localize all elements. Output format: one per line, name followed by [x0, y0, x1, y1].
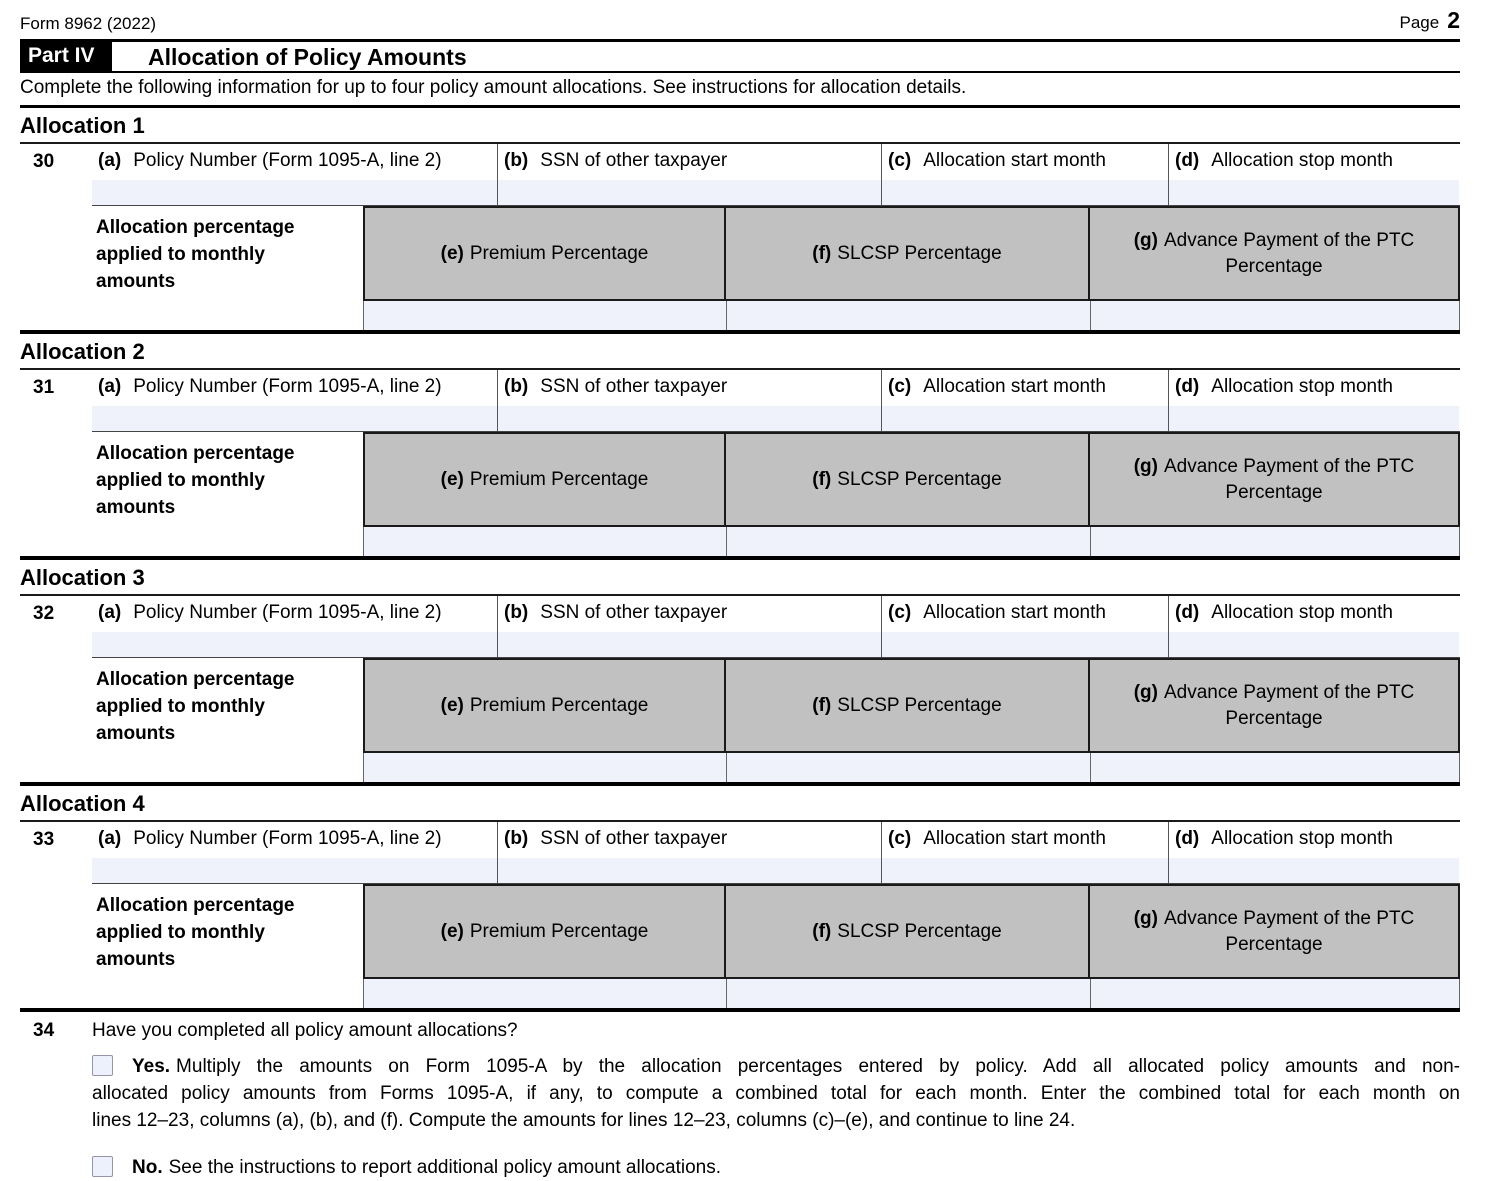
column-c-header: (c) Allocation start month — [888, 828, 1106, 849]
line33-premium-percentage-input[interactable] — [363, 979, 726, 1008]
column-d — [1168, 596, 1459, 657]
column-e-header: (e) Premium Percentage — [363, 432, 726, 527]
column-e — [363, 432, 726, 556]
column-c — [881, 370, 1168, 431]
line30-slcsp-percentage-input[interactable] — [726, 301, 1090, 330]
column-g — [1090, 206, 1460, 330]
column-g — [1090, 432, 1460, 556]
column-a — [92, 144, 497, 205]
allocation-2-title: Allocation 2 — [20, 334, 1460, 370]
line33-aptc-percentage-input[interactable] — [1090, 979, 1460, 1008]
allocation-4-abcd-row — [20, 822, 1460, 884]
allocation-1-section — [20, 108, 1460, 334]
allocation-3-percentage-row — [20, 658, 1460, 782]
line31-ssn-input[interactable] — [498, 406, 881, 431]
line32-premium-percentage-input[interactable] — [363, 753, 726, 782]
yes-text-line-2: allocated policy amounts from Forms 1095-A, if any, to compute a combined total for each month. Enter the combined total for each month on — [92, 1083, 1460, 1104]
line-34-section — [20, 1012, 1460, 1181]
column-g-header: (g) Advance Payment of the PTC Percentage — [1090, 884, 1460, 979]
line-33-number: 33 — [33, 829, 55, 850]
allocation-3-title: Allocation 3 — [20, 560, 1460, 596]
column-b — [497, 144, 881, 205]
column-a-header: (a) Policy Number (Form 1095-A, line 2) — [98, 828, 442, 849]
column-e-header: (e) Premium Percentage — [363, 206, 726, 301]
yes-text-line-3: lines 12–23, columns (a), (b), and (f). Compute the amounts for lines 12–23, columns (c)–(e), and continue to line 24. — [92, 1110, 1076, 1131]
line-34-yes-option — [92, 1053, 1460, 1134]
allocation-4-percentage-row — [20, 884, 1460, 1008]
allocation-3-section — [20, 560, 1460, 786]
column-c-header: (c) Allocation start month — [888, 150, 1106, 171]
line33-start-month-input[interactable] — [882, 858, 1168, 883]
line30-ssn-input[interactable] — [498, 180, 881, 205]
column-a-header: (a) Policy Number (Form 1095-A, line 2) — [98, 602, 442, 623]
line32-stop-month-input[interactable] — [1169, 632, 1459, 657]
line31-policy-number-input[interactable] — [92, 406, 497, 431]
line30-aptc-percentage-input[interactable] — [1090, 301, 1460, 330]
line31-premium-percentage-input[interactable] — [363, 527, 726, 556]
page-header — [20, 0, 1460, 42]
column-g-header: (g) Advance Payment of the PTC Percentage — [1090, 432, 1460, 527]
column-a — [92, 822, 497, 883]
column-f-header: (f) SLCSP Percentage — [726, 884, 1090, 979]
column-b-header: (b) SSN of other taxpayer — [504, 150, 728, 171]
yes-text-line-1: Yes. Multiply the amounts on Form 1095-A by the allocation percentages entered by policy. Add all allocated policy amounts and non- — [132, 1056, 1460, 1077]
form-8962-page-2 — [20, 0, 1460, 1181]
allocation-3-abcd-row — [20, 596, 1460, 658]
allocation-2-percentage-row — [20, 432, 1460, 556]
column-c-header: (c) Allocation start month — [888, 376, 1106, 397]
line-31-number: 31 — [33, 377, 55, 398]
column-b-header: (b) SSN of other taxpayer — [504, 828, 728, 849]
column-g — [1090, 658, 1460, 782]
column-d-header: (d) Allocation stop month — [1175, 376, 1393, 397]
allocation-2-abcd-row — [20, 370, 1460, 432]
column-d — [1168, 144, 1459, 205]
column-d-header: (d) Allocation stop month — [1175, 602, 1393, 623]
column-b-header: (b) SSN of other taxpayer — [504, 602, 728, 623]
line-34-question: Have you completed all policy amount allocations? — [92, 1020, 518, 1041]
allocation-1-abcd-row — [20, 144, 1460, 206]
percentage-row-label: Allocation percentage applied to monthly amounts — [96, 669, 295, 744]
column-d-header: (d) Allocation stop month — [1175, 828, 1393, 849]
no-label: No. — [132, 1157, 163, 1178]
column-g-header: (g) Advance Payment of the PTC Percentage — [1090, 206, 1460, 301]
column-a-header: (a) Policy Number (Form 1095-A, line 2) — [98, 150, 442, 171]
column-f — [726, 432, 1090, 556]
line32-aptc-percentage-input[interactable] — [1090, 753, 1460, 782]
column-d-header: (d) Allocation stop month — [1175, 150, 1393, 171]
column-e-header: (e) Premium Percentage — [363, 658, 726, 753]
column-f-header: (f) SLCSP Percentage — [726, 658, 1090, 753]
line31-start-month-input[interactable] — [882, 406, 1168, 431]
column-e — [363, 884, 726, 1008]
allocation-4-title: Allocation 4 — [20, 786, 1460, 822]
column-e-header: (e) Premium Percentage — [363, 884, 726, 979]
column-f — [726, 206, 1090, 330]
column-b — [497, 370, 881, 431]
allocation-1-title: Allocation 1 — [20, 108, 1460, 144]
part-iv-title: Allocation of Policy Amounts — [148, 44, 467, 70]
no-text-line: No. See the instructions to report additional policy amount allocations. — [132, 1157, 721, 1178]
page-number: 2 — [1447, 7, 1460, 33]
column-f — [726, 658, 1090, 782]
yes-checkbox[interactable] — [92, 1055, 113, 1076]
line30-premium-percentage-input[interactable] — [363, 301, 726, 330]
line-34-no-option — [92, 1154, 1460, 1181]
column-c — [881, 822, 1168, 883]
line31-stop-month-input[interactable] — [1169, 406, 1459, 431]
line31-slcsp-percentage-input[interactable] — [726, 527, 1090, 556]
column-a-header: (a) Policy Number (Form 1095-A, line 2) — [98, 376, 442, 397]
yes-label: Yes. — [132, 1056, 171, 1077]
column-b-header: (b) SSN of other taxpayer — [504, 376, 728, 397]
column-f — [726, 884, 1090, 1008]
no-checkbox[interactable] — [92, 1156, 113, 1177]
line-32-number: 32 — [33, 603, 55, 624]
allocation-1-percentage-row — [20, 206, 1460, 330]
line-34-number: 34 — [33, 1020, 55, 1041]
line32-slcsp-percentage-input[interactable] — [726, 753, 1090, 782]
column-e — [363, 658, 726, 782]
line32-policy-number-input[interactable] — [92, 632, 497, 657]
line30-start-month-input[interactable] — [882, 180, 1168, 205]
percentage-row-label: Allocation percentage applied to monthly amounts — [96, 217, 295, 292]
column-a — [92, 370, 497, 431]
column-d — [1168, 370, 1459, 431]
line33-ssn-input[interactable] — [498, 858, 881, 883]
line32-ssn-input[interactable] — [498, 632, 881, 657]
column-f-header: (f) SLCSP Percentage — [726, 432, 1090, 527]
line30-policy-number-input[interactable] — [92, 180, 497, 205]
column-f-header: (f) SLCSP Percentage — [726, 206, 1090, 301]
column-c-header: (c) Allocation start month — [888, 602, 1106, 623]
column-a — [92, 596, 497, 657]
percentage-row-label: Allocation percentage applied to monthly amounts — [96, 443, 295, 518]
part-iv-header — [20, 42, 1460, 73]
column-b — [497, 822, 881, 883]
form-id: Form 8962 (2022) — [20, 14, 157, 33]
line32-start-month-input[interactable] — [882, 632, 1168, 657]
percentage-row-label: Allocation percentage applied to monthly amounts — [96, 895, 295, 970]
line33-stop-month-input[interactable] — [1169, 858, 1459, 883]
line-30-number: 30 — [33, 151, 55, 172]
column-b — [497, 596, 881, 657]
column-e — [363, 206, 726, 330]
column-g — [1090, 884, 1460, 1008]
page-indicator — [1400, 7, 1461, 34]
part-iv-instruction: Complete the following information for up to four policy amount allocations. See instructions for allocation details. — [20, 73, 1460, 108]
line31-aptc-percentage-input[interactable] — [1090, 527, 1460, 556]
allocation-2-section — [20, 334, 1460, 560]
column-g-header: (g) Advance Payment of the PTC Percentage — [1090, 658, 1460, 753]
part-iv-badge: Part IV — [20, 42, 112, 71]
line30-stop-month-input[interactable] — [1169, 180, 1459, 205]
column-c — [881, 596, 1168, 657]
column-d — [1168, 822, 1459, 883]
allocation-4-section — [20, 786, 1460, 1012]
page-label: Page — [1399, 13, 1440, 32]
line33-policy-number-input[interactable] — [92, 858, 497, 883]
line33-slcsp-percentage-input[interactable] — [726, 979, 1090, 1008]
column-c — [881, 144, 1168, 205]
